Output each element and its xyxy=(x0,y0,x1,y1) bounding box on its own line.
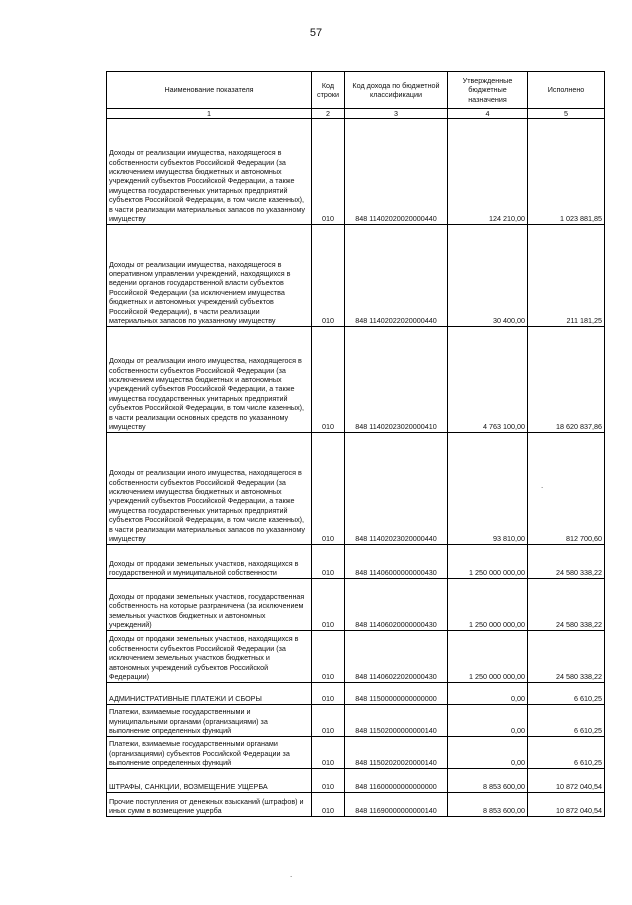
row-code: 010 xyxy=(312,327,345,433)
row-executed: 211 181,25 xyxy=(528,225,605,327)
row-code: 010 xyxy=(312,705,345,737)
row-name: Доходы от реализации иного имущества, находящегося в собственности субъектов Российской Федерации (за исключением имущества бюджетных и автономных учреждений субъектов Российской Федерации, а также имущества государственных унитарных предприятий субъектов Российской Федерации, в том числе казенных), в части реализации материальных запасов по указанному имуществу xyxy=(107,433,312,545)
table-row xyxy=(107,119,605,225)
row-name: Доходы от продажи земельных участков, государственная собственность на которые разграничена (за исключением земельных участков бюджетных и автономных учреждений) xyxy=(107,579,312,631)
row-approved: 8 853 600,00 xyxy=(448,793,528,817)
row-executed: 1 023 881,85 xyxy=(528,119,605,225)
row-kbk: 848 11406000000000430 xyxy=(345,545,448,579)
row-name: Прочие поступления от денежных взысканий (штрафов) и иных сумм в возмещение ущерба xyxy=(107,793,312,817)
row-executed: 24 580 338,22 xyxy=(528,579,605,631)
row-kbk: 848 11502020020000140 xyxy=(345,737,448,769)
table-header-row xyxy=(107,72,605,109)
row-approved: 93 810,00 xyxy=(448,433,528,545)
row-executed: 18 620 837,86 xyxy=(528,327,605,433)
row-kbk: 848 11402023020000440 xyxy=(345,433,448,545)
table-row xyxy=(107,433,605,545)
row-approved: 1 250 000 000,00 xyxy=(448,545,528,579)
row-executed: 6 610,25 xyxy=(528,705,605,737)
row-kbk: 848 11500000000000000 xyxy=(345,683,448,705)
table-row xyxy=(107,545,605,579)
row-approved: 124 210,00 xyxy=(448,119,528,225)
row-executed: 6 610,25 xyxy=(528,683,605,705)
header-name: Наименование показателя xyxy=(107,72,312,109)
row-approved: 30 400,00 xyxy=(448,225,528,327)
row-executed: 10 872 040,54 xyxy=(528,793,605,817)
table-row xyxy=(107,769,605,793)
row-executed: 812 700,60 xyxy=(528,433,605,545)
table-row xyxy=(107,225,605,327)
header-code: Код строки xyxy=(312,72,345,109)
row-code: 010 xyxy=(312,579,345,631)
row-name: Платежи, взимаемые государственными и муниципальными органами (организациями) за выполнение определенных функций xyxy=(107,705,312,737)
col-num: 2 xyxy=(312,109,345,119)
row-code: 010 xyxy=(312,683,345,705)
row-executed: 24 580 338,22 xyxy=(528,631,605,683)
col-num: 3 xyxy=(345,109,448,119)
header-approved: Утвержденные бюджетные назначения xyxy=(448,72,528,109)
row-name: ШТРАФЫ, САНКЦИИ, ВОЗМЕЩЕНИЕ УЩЕРБА xyxy=(107,769,312,793)
row-approved: 0,00 xyxy=(448,705,528,737)
table-row xyxy=(107,683,605,705)
budget-table xyxy=(106,71,605,817)
column-numbers-row xyxy=(107,109,605,119)
row-kbk: 848 11600000000000000 xyxy=(345,769,448,793)
row-approved: 1 250 000 000,00 xyxy=(448,579,528,631)
row-kbk: 848 11502000000000140 xyxy=(345,705,448,737)
row-code: 010 xyxy=(312,119,345,225)
row-name: Доходы от реализации иного имущества, находящегося в собственности субъектов Российской Федерации (за исключением имущества бюджетных и автономных учреждений субъектов Российской Федерации, а также имущества государственных унитарных предприятий субъектов Российской Федерации, в том числе казенных), в части реализации основных средств по указанному имуществу xyxy=(107,327,312,433)
col-num: 4 xyxy=(448,109,528,119)
row-name: Доходы от реализации имущества, находящегося в оперативном управлении учреждений, находящихся в ведении органов государственной власти субъектов Российской Федерации (за исключением имущества бюджетных и автономных учреждений субъектов Российской Федерации), в части реализации материальных запасов по указанному имуществу xyxy=(107,225,312,327)
col-num: 5 xyxy=(528,109,605,119)
table-row xyxy=(107,327,605,433)
row-kbk: 848 11406020000000430 xyxy=(345,579,448,631)
row-kbk: 848 11402022020000440 xyxy=(345,225,448,327)
row-name: АДМИНИСТРАТИВНЫЕ ПЛАТЕЖИ И СБОРЫ xyxy=(107,683,312,705)
row-code: 010 xyxy=(312,631,345,683)
table-row xyxy=(107,631,605,683)
row-approved: 0,00 xyxy=(448,683,528,705)
row-name: Доходы от продажи земельных участков, находящихся в собственности субъектов Российской Федерации (за исключением земельных участков бюджетных и автономных учреждений субъектов Российской Федерации) xyxy=(107,631,312,683)
row-code: 010 xyxy=(312,545,345,579)
row-executed: 10 872 040,54 xyxy=(528,769,605,793)
table-row xyxy=(107,579,605,631)
row-code: 010 xyxy=(312,433,345,545)
row-name: Платежи, взимаемые государственными органами (организациями) субъектов Российской Федерации за выполнение определенных функций xyxy=(107,737,312,769)
col-num: 1 xyxy=(107,109,312,119)
scan-mark: . xyxy=(541,481,544,490)
row-code: 010 xyxy=(312,793,345,817)
row-approved: 4 763 100,00 xyxy=(448,327,528,433)
table-row xyxy=(107,793,605,817)
row-approved: 0,00 xyxy=(448,737,528,769)
row-kbk: 848 11402020020000440 xyxy=(345,119,448,225)
table-row xyxy=(107,705,605,737)
scan-mark: . xyxy=(290,870,293,879)
row-approved: 8 853 600,00 xyxy=(448,769,528,793)
row-executed: 6 610,25 xyxy=(528,737,605,769)
row-code: 010 xyxy=(312,737,345,769)
row-approved: 1 250 000 000,00 xyxy=(448,631,528,683)
row-code: 010 xyxy=(312,769,345,793)
row-kbk: 848 11690000000000140 xyxy=(345,793,448,817)
row-kbk: 848 11406022020000430 xyxy=(345,631,448,683)
header-kbk: Код дохода по бюджетной классификации xyxy=(345,72,448,109)
header-executed: Исполнено xyxy=(528,72,605,109)
row-name: Доходы от продажи земельных участков, находящихся в государственной и муниципальной собственности xyxy=(107,545,312,579)
row-executed: 24 580 338,22 xyxy=(528,545,605,579)
row-name: Доходы от реализации имущества, находящегося в собственности субъектов Российской Федерации (за исключением имущества бюджетных и автономных учреждений субъектов Российской Федерации, а также имущества государственных унитарных предприятий субъектов Российской Федерации, в том числе казенных), в части реализации материальных запасов по указанному имуществу xyxy=(107,119,312,225)
row-kbk: 848 11402023020000410 xyxy=(345,327,448,433)
page-number: 57 xyxy=(309,27,323,39)
row-code: 010 xyxy=(312,225,345,327)
table-row xyxy=(107,737,605,769)
